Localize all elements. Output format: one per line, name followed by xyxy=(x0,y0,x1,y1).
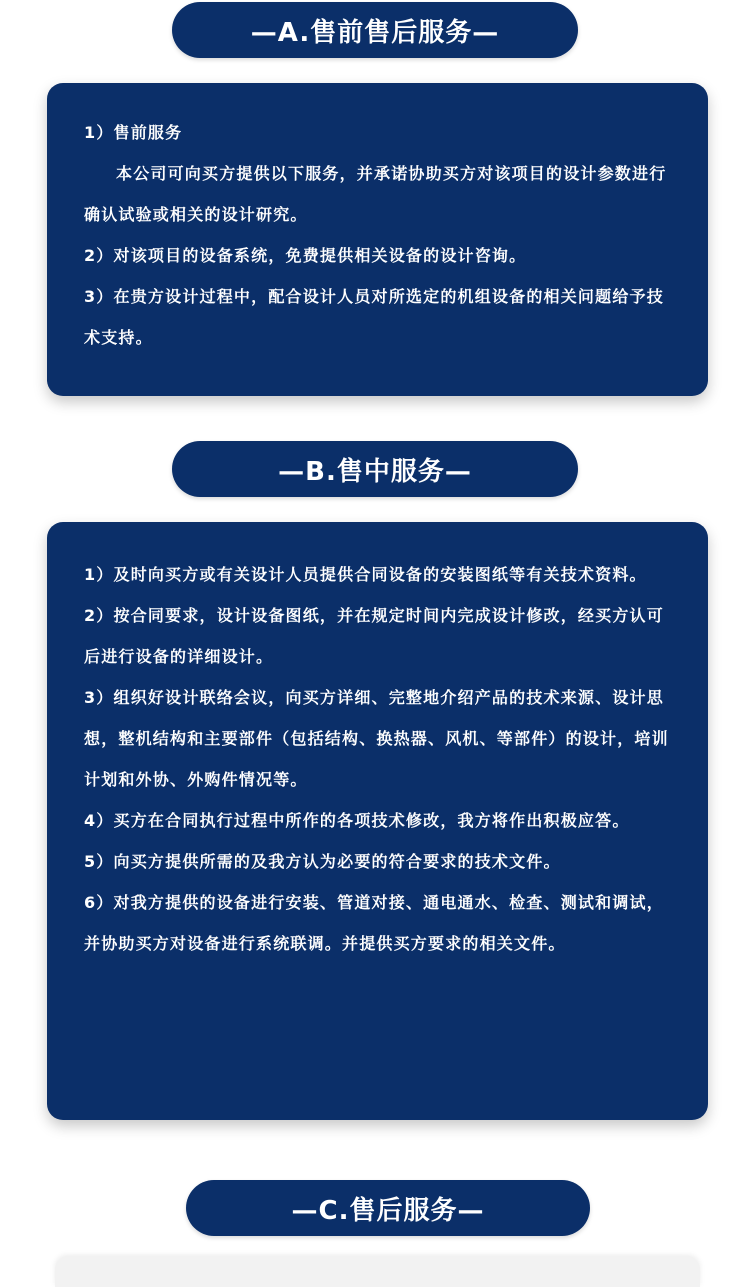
section-a-item-2: 2）对该项目的设备系统，免费提供相关设备的设计咨询。 xyxy=(84,246,527,265)
section-b-title: —B.售中服务— xyxy=(172,441,578,497)
section-a-title: —A.售前售后服务— xyxy=(172,2,578,58)
section-a-item-1-body: 本公司可向买方提供以下服务，并承诺协助买方对该项目的设计参数进行确认试验或相关的设计研究。 xyxy=(84,164,667,224)
section-b-card xyxy=(47,522,708,1120)
section-b-item-1: 1）及时向买方或有关设计人员提供合同设备的安装图纸等有关技术资料。 xyxy=(84,565,647,584)
section-a-card xyxy=(47,83,708,396)
section-b-item-3: 3）组织好设计联络会议，向买方详细、完整地介绍产品的技术来源、设计思想，整机结构和主要部件（包括结构、换热器、风机、等部件）的设计，培训计划和外协、外购件情况等。 xyxy=(84,688,669,789)
section-b-item-2: 2）按合同要求，设计设备图纸，并在规定时间内完成设计修改，经买方认可后进行设备的详细设计。 xyxy=(84,606,664,666)
section-b-item-6: 6）对我方提供的设备进行安装、管道对接、通电通水、检查、测试和调试，并协助买方对设备进行系统联调。并提供买方要求的相关文件。 xyxy=(84,893,664,953)
section-a-item-1: 1）售前服务 xyxy=(84,123,183,142)
section-c-title: —C.售后服务— xyxy=(186,1180,590,1236)
section-a-item-3: 3）在贵方设计过程中，配合设计人员对所选定的机组设备的相关问题给予技术支持。 xyxy=(84,287,664,347)
section-b-item-5: 5）向买方提供所需的及我方认为必要的符合要求的技术文件。 xyxy=(84,852,561,871)
section-b-item-4: 4）买方在合同执行过程中所作的各项技术修改，我方将作出积极应答。 xyxy=(84,811,630,830)
section-c-card xyxy=(55,1257,700,1287)
